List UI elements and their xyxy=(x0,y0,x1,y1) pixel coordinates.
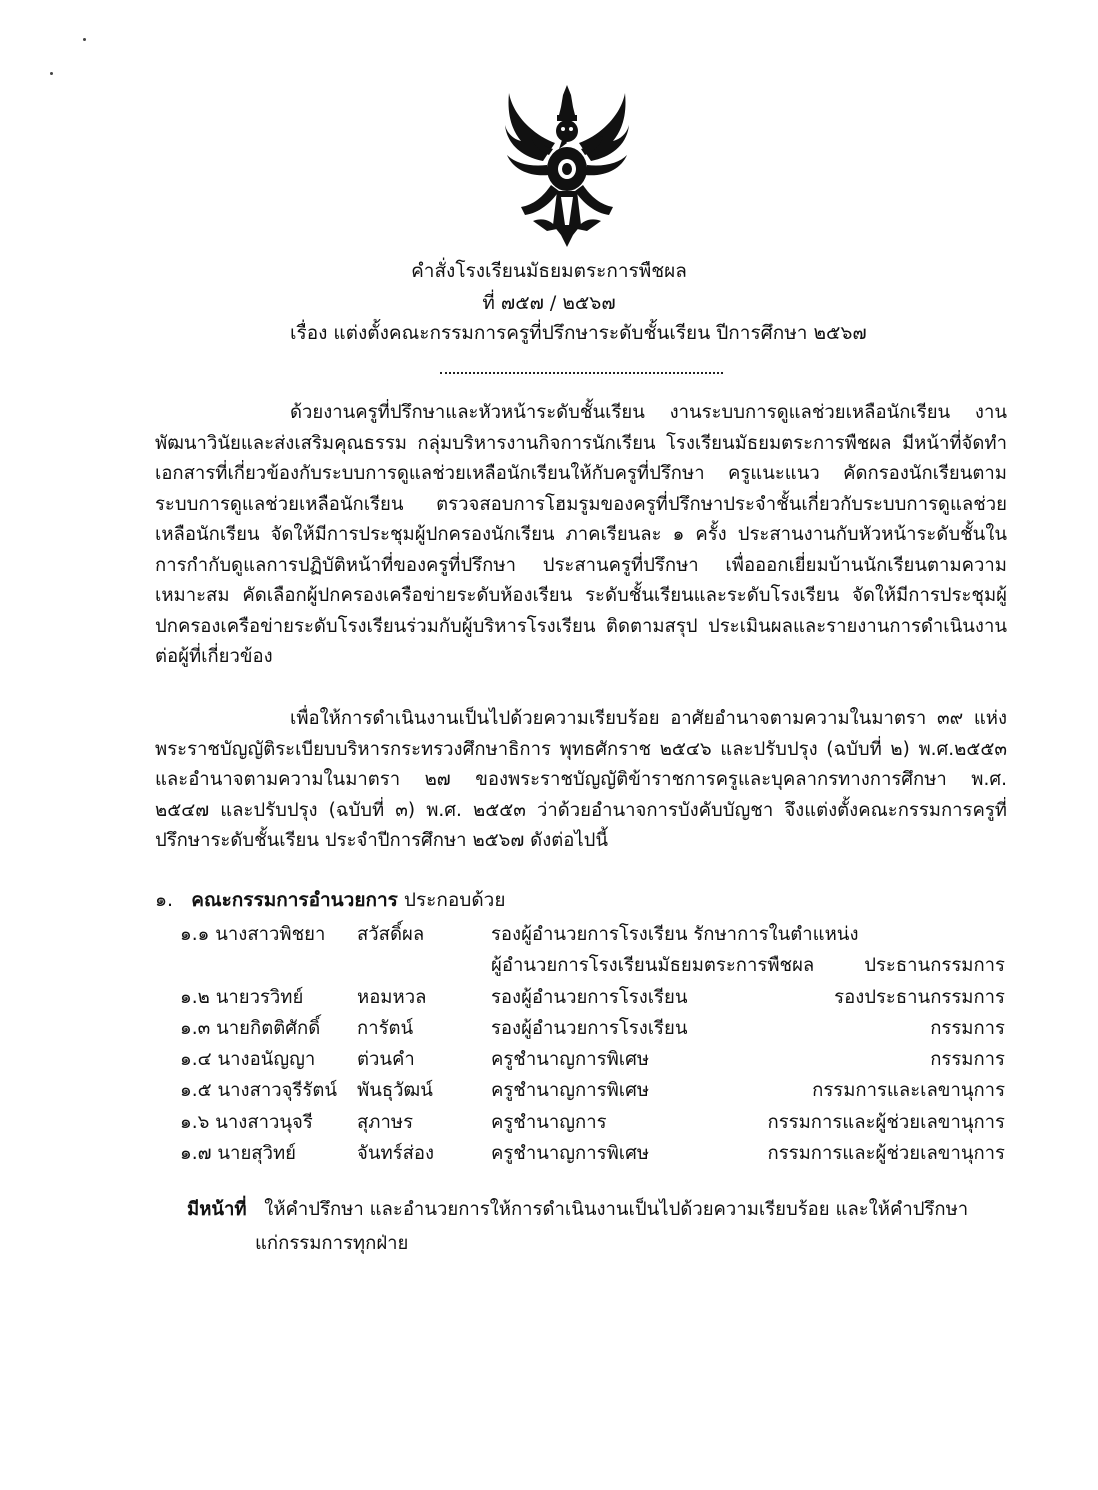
member-role: กรรมการ xyxy=(930,1049,1005,1071)
member-position: ครูชำนาญการพิเศษ xyxy=(491,1080,650,1102)
member-role: รองประธานกรรมการ xyxy=(834,986,1005,1008)
member-role: กรรมการและเลขานุการ xyxy=(812,1080,1005,1102)
member-name: ๑.๑ นางสาวพิชยา xyxy=(180,924,326,945)
scan-speck xyxy=(83,38,86,41)
member-position: รองผู้อำนวยการโรงเรียน รักษาการในตำแหน่ง xyxy=(491,924,859,945)
section-1-title xyxy=(155,885,505,915)
member-name: ๑.๓ นายกิตติศักดิ์ xyxy=(180,1017,321,1039)
member-surname: การัตน์ xyxy=(357,1017,414,1039)
section-1-heading-suffix: ประกอบด้วย xyxy=(403,889,506,911)
member-surname: หอมหวล xyxy=(357,986,427,1008)
committee-member-row xyxy=(180,1014,1005,1045)
member-role: กรรมการ xyxy=(930,1017,1005,1039)
committee-member-row xyxy=(180,1076,1005,1107)
order-number: ที่ ๗๕๗ / ๒๕๖๗ xyxy=(482,292,616,314)
duty-text: ให้คำปรึกษา และอำนวยการให้การดำเนินงานเป็นไปด้วยความเรียบร้อย และให้คำปรึกษา xyxy=(264,1199,969,1220)
member-name: ๑.๒ นายวรวิทย์ xyxy=(180,986,304,1008)
paragraph-1 xyxy=(155,398,1007,673)
paragraph-2 xyxy=(155,704,1007,857)
paragraph-2-text: เพื่อให้การดำเนินงานเป็นไปด้วยความเรียบร้อย อาศัยอำนาจตามความในมาตรา ๓๙ แห่งพระราชบัญญัติระเบียบบริหารกระทรวงศึกษาธิการ พุทธศักราช ๒๕๔๖ และปรับปรุง (ฉบับที่ ๒) พ.ศ.๒๕๕๓ และอำนาจตามความในมาตรา ๒๗ ของพระราชบัญญัติข้าราชการครูและบุคลากรทางการศึกษา พ.ศ. ๒๕๔๗ และปรับปรุง (ฉบับที่ ๓) พ.ศ. ๒๕๕๓ ว่าด้วยอำนาจการบังคับบัญชา จึงแต่งตั้งคณะกรรมการครูที่ปรึกษาระดับชั้นเรียน ประจำปีการศึกษา ๒๕๖๗ ดังต่อไปนี้ xyxy=(155,708,1007,851)
member-position: รองผู้อำนวยการโรงเรียน xyxy=(491,1017,688,1039)
member-name: ๑.๖ นางสาวนุจรี xyxy=(180,1111,313,1133)
member-position: รองผู้อำนวยการโรงเรียน xyxy=(491,986,688,1008)
member-surname: พันธุวัฒน์ xyxy=(357,1080,433,1102)
section-1-heading: คณะกรรมการอำนวยการ xyxy=(191,889,398,911)
duty-text-continued: แก่กรรมการทุกฝ่าย xyxy=(255,1233,409,1254)
garuda-emblem-icon xyxy=(503,85,631,247)
section-1-number: ๑. xyxy=(155,889,174,911)
member-position: ครูชำนาญการพิเศษ xyxy=(491,1143,650,1165)
order-subject: เรื่อง แต่งตั้งคณะกรรมการครูที่ปรึกษาระดับชั้นเรียน ปีการศึกษา ๒๕๖๗ xyxy=(290,322,867,344)
member-surname: จันทร์ส่อง xyxy=(357,1143,435,1165)
dotted-divider xyxy=(440,372,723,374)
member-name: ๑.๕ นางสาวจุรีรัตน์ xyxy=(180,1080,338,1102)
member-position: ครูชำนาญการ xyxy=(491,1111,607,1133)
committee-member-row xyxy=(180,1108,1005,1139)
committee-member-row xyxy=(180,951,1005,982)
member-surname: ต่วนคำ xyxy=(357,1049,415,1071)
paragraph-1-text: ด้วยงานครูที่ปรึกษาและหัวหน้าระดับชั้นเรียน งานระบบการดูแลช่วยเหลือนักเรียน งานพัฒนาวินัยและส่งเสริมคุณธรรม กลุ่มบริหารงานกิจการนักเรียน โรงเรียนมัธยมตระการพืชผล มีหน้าที่จัดทำเอกสารที่เกี่ยวข้องกับระบบการดูแลช่วยเหลือนักเรียนให้กับครูที่ปรึกษา ครูแนะแนว คัดกรองนักเรียนตามระบบการดูแลช่วยเหลือนักเรียน ตรวจสอบการโฮมรูมของครูที่ปรึกษาประจำชั้นเกี่ยวกับระบบการดูแลช่วยเหลือนักเรียน จัดให้มีการประชุมผู้ปกครองนักเรียน ภาคเรียนละ ๑ ครั้ง ประสานงานกับหัวหน้าระดับชั้นในการกำกับดูแลการปฏิบัติหน้าที่ของครูที่ปรึกษา ประสานครูที่ปรึกษา เพื่อออกเยี่ยมบ้านนักเรียนตามความเหมาะสม คัดเลือกผู้ปกครองเครือข่ายระดับห้องเรียน ระดับชั้นเรียนและระดับโรงเรียน จัดให้มีการประชุมผู้ปกครองเครือข่ายระดับโรงเรียนร่วมกับผู้บริหารโรงเรียน ติดตามสรุป ประเมินผลและรายงานการดำเนินงานต่อผู้ที่เกี่ยวข้อง xyxy=(155,402,1007,667)
committee-member-row xyxy=(180,983,1005,1014)
committee-member-list xyxy=(180,920,1005,1170)
member-position: ครูชำนาญการพิเศษ xyxy=(491,1049,650,1071)
scan-speck xyxy=(50,72,53,75)
member-surname: สุภาษร xyxy=(357,1111,414,1133)
committee-member-row xyxy=(180,920,1005,951)
duty-statement xyxy=(187,1193,1007,1261)
committee-member-row xyxy=(180,1139,1005,1170)
committee-member-row xyxy=(180,1045,1005,1076)
member-role: ประธานกรรมการ xyxy=(864,955,1005,977)
member-surname: สวัสดิ์ผล xyxy=(357,924,425,945)
member-role: กรรมการและผู้ช่วยเลขานุการ xyxy=(767,1111,1005,1133)
member-name: ๑.๗ นายสุวิทย์ xyxy=(180,1143,297,1165)
duty-label: มีหน้าที่ xyxy=(187,1199,247,1220)
order-title: คำสั่งโรงเรียนมัธยมตระการพืชผล xyxy=(411,260,687,282)
member-position: ผู้อำนวยการโรงเรียนมัธยมตระการพืชผล xyxy=(491,955,815,977)
member-role: กรรมการและผู้ช่วยเลขานุการ xyxy=(767,1143,1005,1165)
member-name: ๑.๔ นางอนัญญา xyxy=(180,1049,316,1071)
